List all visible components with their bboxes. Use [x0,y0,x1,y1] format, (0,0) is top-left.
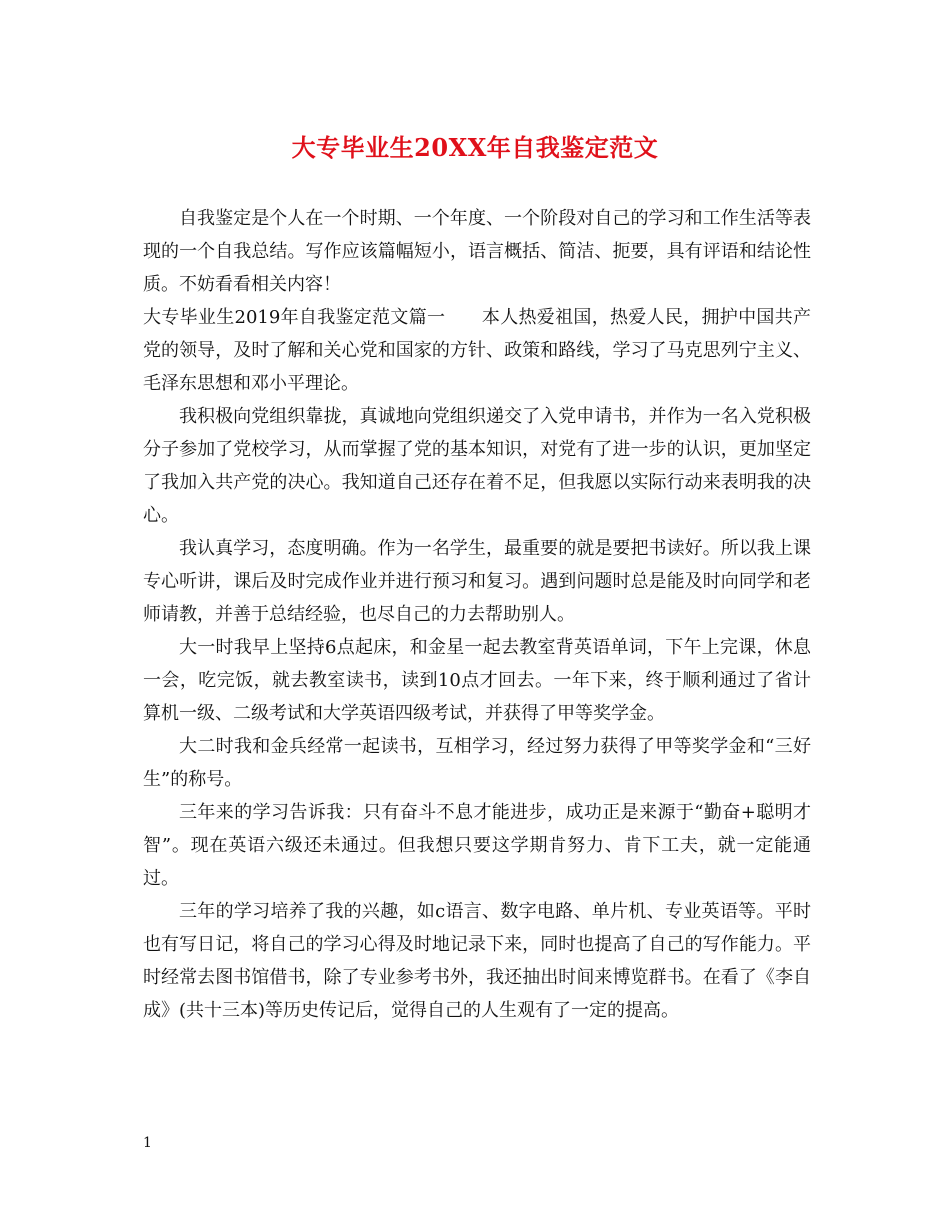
document-body [143,202,811,1027]
paragraph-three-years: 三年来的学习告诉我：只有奋斗不息才能进步，成功正是来源于“勤奋+聪明才智”。现在英语六级还未通过。但我想只要这学期肯努力、肯下工夫，就一定能通过。 [143,802,811,889]
paragraph-study-attitude: 我认真学习，态度明确。作为一名学生，最重要的就是要把书读好。所以我上课专心听讲，课后及时完成作业并进行预习和复习。遇到问题时总是能及时向同学和老师请教，并善于总结经验，也尽自己的力去帮助别人。 [143,538,811,625]
page-number: 1 [143,1135,152,1151]
paragraph-intro: 自我鉴定是个人在一个时期、一个年度、一个阶段对自己的学习和工作生活等表现的一个自我总结。写作应该篇幅短小，语言概括、简洁、扼要，具有评语和结论性质。不妨看看相关内容！ [143,208,811,295]
paragraph-second-year: 大二时我和金兵经常一起读书，互相学习，经过努力获得了甲等奖学金和“三好生”的称号。 [143,736,811,790]
paragraph-article-one-start: 大专毕业生2019年自我鉴定范文篇一 本人热爱祖国，热爱人民，拥护中国共产党的领导，及时了解和关心党和国家的方针、政策和路线，学习了马克思列宁主义、毛泽东思想和邓小平理论。 [143,307,811,394]
paragraph-party: 我积极向党组织靠拢，真诚地向党组织递交了入党申请书，并作为一名入党积极分子参加了党校学习，从而掌握了党的基本知识，对党有了进一步的认识，更加坚定了我加入共产党的决心。我知道自己还存在着不足，但我愿以实际行动来表明我的决心。 [143,406,811,526]
document-title: 大专毕业生20XX年自我鉴定范文 [291,133,659,162]
paragraph-first-year: 大一时我早上坚持6点起床，和金星一起去教室背英语单词，下午上完课，休息一会，吃完饭，就去教室读书，读到10点才回去。一年下来，终于顺利通过了省计算机一级、二级考试和大学英语四级考试，并获得了甲等奖学金。 [143,637,811,724]
paragraph-interests: 三年的学习培养了我的兴趣，如c语言、数字电路、单片机、专业英语等。平时也有写日记，将自己的学习心得及时地记录下来，同时也提高了自己的写作能力。平时经常去图书馆借书，除了专业参考书外，我还抽出时间来博览群书。在看了《李自成》(共十三本)等历史传记后，觉得自己的人生观有了一定的提高。 [143,901,811,1021]
